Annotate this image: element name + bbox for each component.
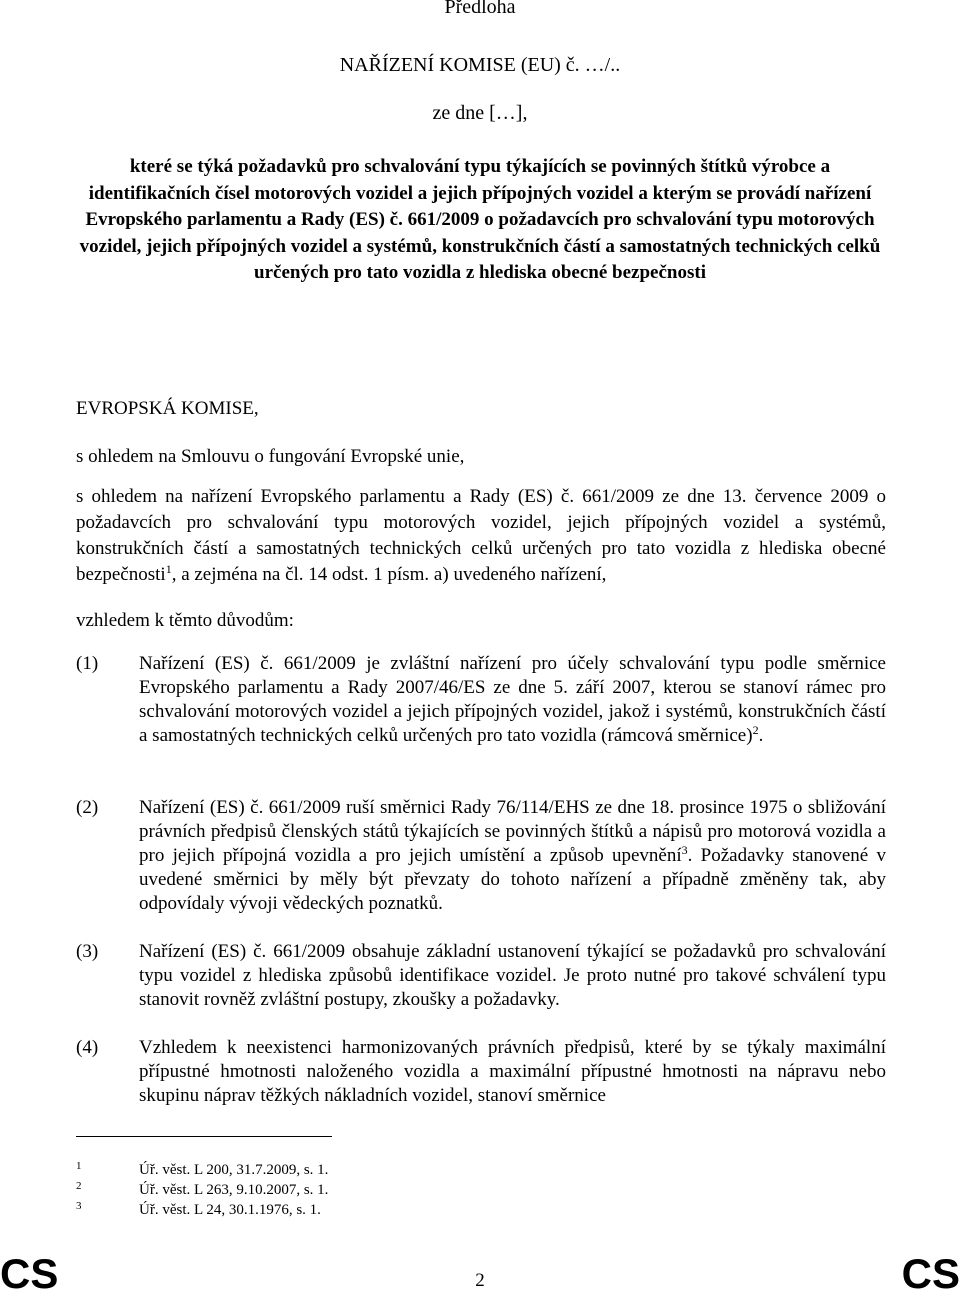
recital-tail: .	[758, 725, 764, 746]
draft-label: Předloha	[444, 0, 516, 18]
footnote-text: Úř. věst. L 24, 30.1.1976, s. 1.	[139, 1202, 321, 1218]
footnote-number: 3	[76, 1200, 82, 1212]
language-code-left: CS	[0, 1250, 59, 1297]
recital-number: (4)	[76, 1037, 99, 1058]
citation-regulation-tail: , a zejména na čl. 14 odst. 1 písm. a) uvedeného nařízení,	[171, 564, 607, 585]
recital-text: Nařízení (ES) č. 661/2009 obsahuje základní ustanovení týkající se požadavků pro schvalování typu vozidel z hlediska způsobů identifikace vozidel. Je proto nutné pro takové schválení typu stanovit rovněž zvláštní postupy, zkoušky a požadavky.	[139, 941, 886, 1010]
language-code-right: CS	[901, 1250, 960, 1297]
recital-text: Nařízení (ES) č. 661/2009 ruší směrnici Rady 76/114/EHS ze dne 18. prosince 1975 o sbližování právních předpisů členských států týkajících se povinných štítků a nápisů pro motorová vozidla a pro jejich přípojná vozidla a pro jejich umístění a způsob upevnění	[139, 797, 886, 866]
citation-regulation	[76, 484, 886, 588]
page-number: 2	[475, 1270, 485, 1291]
regulation-subject: které se týká požadavků pro schvalování typu týkajících se povinných štítků výrobce a identifikačních čísel motorových vozidel a jejich přípojných vozidel a kterým se provádí nařízení Evropského parlamentu a Rady (ES) č. 661/2009 o požadavcích pro schvalování typu motorových vozidel, jejich přípojných vozidel a systémů, konstrukčních částí a samostatných technických celků určených pro tato vozidla z hlediska obecné bezpečnosti	[79, 156, 881, 283]
citation-treaty: s ohledem na Smlouvu o fungování Evropské unie,	[76, 446, 465, 467]
recital-number: (3)	[76, 941, 99, 962]
recital-2	[76, 796, 886, 916]
regulation-date: ze dne […],	[432, 102, 528, 124]
footnote-ref-3: 3	[681, 843, 688, 857]
footnote-number: 1	[76, 1160, 82, 1172]
whereas-clause: vzhledem k těmto důvodům:	[76, 610, 294, 631]
regulation-title: NAŘÍZENÍ KOMISE (EU) č. …/..	[339, 54, 621, 76]
footnote-number: 2	[76, 1180, 82, 1192]
recital-1	[76, 652, 886, 748]
recital-text: Vzhledem k neexistenci harmonizovaných právních předpisů, které by se týkaly maximální přípustné hmotnosti naloženého vozidla a maximální přípustné hmotnosti na nápravu nebo skupinu náprav těžkých nákladních vozidel, stanoví směrnice	[139, 1037, 886, 1106]
recital-number: (2)	[76, 797, 99, 818]
footnote-text: Úř. věst. L 200, 31.7.2009, s. 1.	[139, 1162, 329, 1178]
footnote-ref-2: 2	[752, 723, 759, 737]
recital-3	[76, 940, 886, 1012]
footnote-separator	[76, 1136, 332, 1137]
recital-number: (1)	[76, 653, 99, 674]
recital-text: Nařízení (ES) č. 661/2009 je zvláštní nařízení pro účely schvalování typu podle směrnice Evropského parlamentu a Rady 2007/46/ES ze dne 5. září 2007, kterou se stanoví rámec pro schvalování motorových vozidel a jejich přípojných vozidel, jakož i systémů, konstrukčních částí a samostatných technických celků určených pro tato vozidla (rámcová směrnice)	[139, 653, 886, 746]
citation-regulation-text: s ohledem na nařízení Evropského parlamentu a Rady (ES) č. 661/2009 ze dne 13. července 2009 o požadavcích pro schvalování typu motorových vozidel, jejich přípojných vozidel a systémů, konstrukčních částí a samostatných technických celků určených pro tato vozidla z hlediska obecné bezpečnosti	[76, 486, 886, 585]
institution-name: EVROPSKÁ KOMISE,	[76, 398, 259, 419]
footnote-ref-1: 1	[165, 562, 172, 576]
recital-tail: . Požadavky stanovené v uvedené směrnici by měly být převzaty do tohoto nařízení a případně změněny tak, aby odpovídaly vývoji vědeckých poznatků.	[139, 845, 886, 914]
footnote-text: Úř. věst. L 263, 9.10.2007, s. 1.	[139, 1182, 329, 1198]
recital-4	[76, 1036, 886, 1108]
